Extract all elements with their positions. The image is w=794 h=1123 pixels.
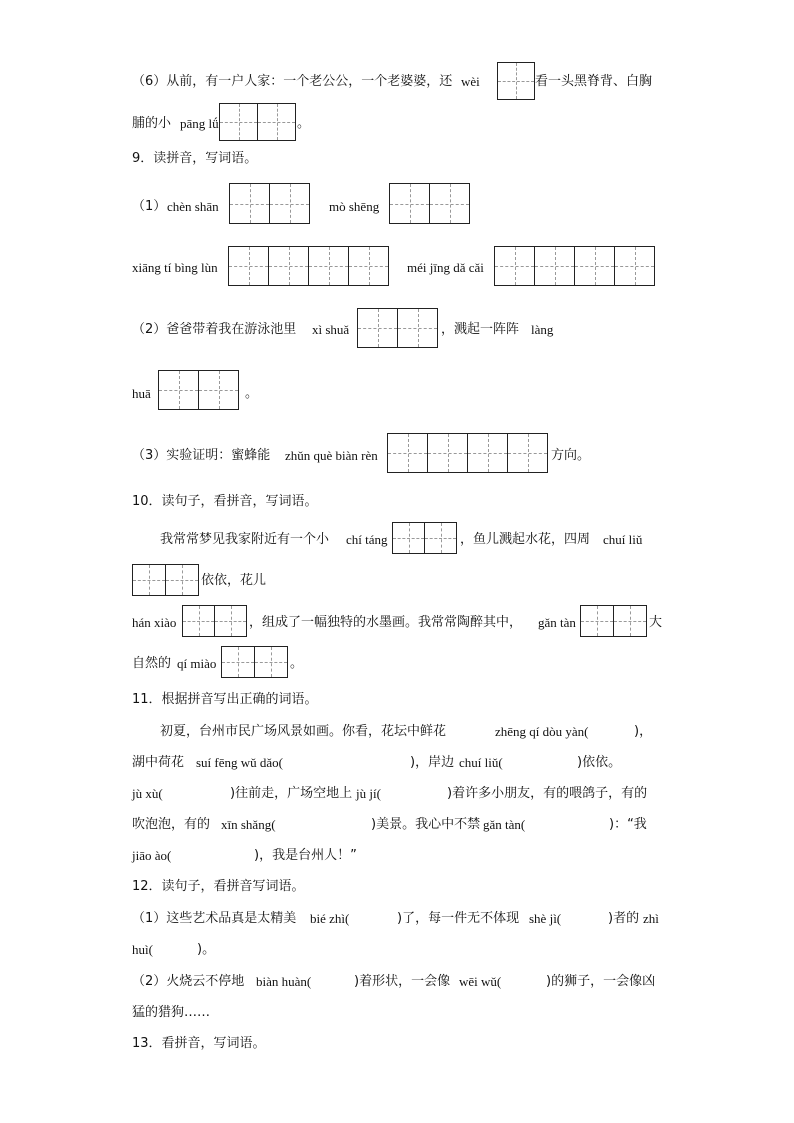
grid-cell[interactable] [229, 183, 270, 224]
grid-cell[interactable] [389, 183, 430, 224]
q9-title: 9．读拼音，写词语。 [132, 151, 258, 166]
q8-6-line1-text-b: 看一头黑脊背、白胸 [535, 74, 653, 89]
q11-title: 11．根据拼音写出正确的词语。 [132, 692, 318, 707]
grid-cell[interactable] [228, 246, 269, 286]
pinyin-chuiliu: chuí liǔ [603, 532, 643, 547]
q12-line2: )。 [197, 942, 216, 957]
grid-cell[interactable] [165, 564, 199, 596]
pinyin-chitang: chí táng [346, 532, 388, 547]
writing-grid-chitang[interactable] [392, 522, 456, 554]
grid-cell[interactable] [507, 433, 548, 473]
writing-grid-zhunquebianren[interactable] [387, 433, 547, 473]
writing-grid-mosheng[interactable] [389, 183, 469, 224]
q12-line4: 猛的猎狗…… [132, 1005, 211, 1020]
pinyin-hui: huì( [132, 942, 153, 957]
q11-line4: 吹泡泡，有的 [132, 817, 211, 832]
pinyin-zhi: zhì [643, 911, 659, 926]
grid-cell[interactable] [268, 246, 309, 286]
q9-part1-label: （1） [132, 199, 167, 214]
q11-line1-end: )， [634, 724, 653, 739]
q9-part3-text: （3）实验证明：蜜蜂能 [132, 448, 271, 463]
pinyin-zhunquebianren: zhǔn què biàn rèn [285, 448, 378, 463]
pinyin-gantan: gǎn tàn [538, 615, 576, 630]
pinyin-qimiao: qí miào [177, 656, 217, 671]
grid-cell[interactable] [427, 433, 468, 473]
pinyin-zhengqidouyan: zhēng qí dòu yàn( [495, 724, 589, 739]
q12-line3: （2）火烧云不停地 [132, 974, 245, 989]
q10-sentence-3: ，组成了一幅独特的水墨画。我常常陶醉其中， [249, 615, 523, 630]
pinyin-lang: làng [531, 322, 554, 337]
grid-cell[interactable] [494, 246, 535, 286]
grid-cell[interactable] [467, 433, 508, 473]
writing-grid-langhua[interactable] [158, 370, 238, 410]
pinyin-suifengwudao: suí fēng wǔ dǎo( [196, 755, 284, 770]
pinyin-xishua: xì shuǎ [312, 322, 350, 337]
pinyin-xinshang: xīn shǎng( [221, 817, 276, 832]
pinyin-wei: wèi [461, 74, 480, 89]
writing-grid-meijingdacai[interactable] [494, 246, 654, 286]
q12-line1: （1）这些艺术品真是太精美 [132, 911, 297, 926]
pinyin-juji: jù jí( [356, 786, 381, 801]
grid-cell[interactable] [214, 605, 247, 637]
q9-part3-end: 方向。 [551, 448, 591, 463]
pinyin-chenshan: chèn shān [167, 199, 219, 214]
grid-cell[interactable] [219, 103, 258, 141]
grid-cell[interactable] [221, 646, 255, 678]
grid-cell[interactable] [254, 646, 288, 678]
pinyin-gantan-2: gǎn tàn( [483, 817, 526, 832]
grid-cell[interactable] [497, 62, 535, 100]
grid-cell[interactable] [182, 605, 215, 637]
grid-cell[interactable] [424, 522, 457, 554]
pinyin-hua: huā [132, 386, 151, 401]
q11-line2-b: )，岸边 [410, 755, 455, 770]
pinyin-hanxiao: hán xiào [132, 615, 177, 630]
pinyin-mosheng: mò shēng [329, 199, 380, 214]
q9-part2-text: （2）爸爸带着我在游泳池里 [132, 322, 297, 337]
q11-line2-c: )依依。 [577, 755, 622, 770]
pinyin-weiwu: wēi wǔ( [459, 974, 502, 989]
grid-cell[interactable] [387, 433, 428, 473]
grid-cell[interactable] [574, 246, 615, 286]
q11-line5: )，我是台州人！” [254, 848, 357, 863]
grid-cell[interactable] [132, 564, 166, 596]
q12-line3-c: )的狮子，一会像凶 [546, 974, 656, 989]
grid-cell[interactable] [392, 522, 425, 554]
writing-grid-xiangtibinglun[interactable] [228, 246, 388, 286]
grid-cell[interactable] [308, 246, 349, 286]
q10-title: 10．读句子，看拼音，写词语。 [132, 494, 318, 509]
pinyin-bianhuan: biàn huàn( [256, 974, 312, 989]
q12-line1-c: )者的 [608, 911, 640, 926]
q8-6-line2-text: 脯的小 [132, 116, 172, 131]
q11-line3-b: )着许多小朋友，有的喂鸽子，有的 [447, 786, 648, 801]
grid-cell[interactable] [580, 605, 614, 637]
pinyin-juxu: jù xù( [132, 786, 163, 801]
grid-cell[interactable] [614, 246, 655, 286]
q8-6-line1-text: （6）从前，有一户人家：一个老公公，一个老婆婆，还 [132, 74, 453, 89]
q12-line1-b: )了，每一件无不体现 [397, 911, 520, 926]
q10-sentence-4-end: 。 [290, 656, 304, 671]
q12-line3-b: )着形状，一会像 [354, 974, 451, 989]
grid-cell[interactable] [257, 103, 296, 141]
q11-line1: 初夏，台州市民广场风景如画。你看，花坛中鲜花 [160, 724, 447, 739]
writing-grid-chenshan[interactable] [229, 183, 309, 224]
grid-cell[interactable] [534, 246, 575, 286]
pinyin-meijingdacai: méi jīng dǎ cǎi [407, 260, 484, 275]
q11-line2: 湖中荷花 [132, 755, 185, 770]
q11-line4-c: )：“我 [609, 817, 647, 832]
q10-sentence-1b: ，鱼儿溅起水花，四周 [460, 532, 591, 547]
grid-cell[interactable] [198, 370, 239, 410]
grid-cell[interactable] [348, 246, 389, 286]
pinyin-sheji: shè jì( [529, 911, 562, 926]
pinyin-xiangtibinglun: xiāng tí bìng lùn [132, 260, 218, 275]
grid-cell[interactable] [429, 183, 470, 224]
grid-cell[interactable] [158, 370, 199, 410]
grid-cell[interactable] [269, 183, 310, 224]
pinyin-chuiliu-2: chuí liǔ( [459, 755, 503, 770]
grid-cell[interactable] [397, 308, 438, 348]
writing-grid-hanxiao[interactable] [182, 605, 246, 637]
q10-sentence-1: 我常常梦见我家附近有一个小 [160, 532, 330, 547]
writing-grid-xishua[interactable] [357, 308, 437, 348]
pinyin-jiaoao: jiāo ào( [132, 848, 172, 863]
q13-title: 13．看拼音，写词语。 [132, 1036, 266, 1051]
q9-part2-end: 。 [245, 386, 259, 401]
grid-cell[interactable] [357, 308, 398, 348]
q8-6-line2-end: 。 [297, 116, 311, 131]
q11-line4-b: )美景。我心中不禁 [371, 817, 481, 832]
q10-sentence-3b: 大 [649, 615, 663, 630]
grid-cell[interactable] [613, 605, 647, 637]
q11-line3: )往前走，广场空地上 [230, 786, 353, 801]
q9-part2-text-b: ，溅起一阵阵 [441, 322, 520, 337]
writing-grid-chuiliu[interactable] [132, 564, 198, 596]
pinyin-biezhi: bié zhì( [310, 911, 350, 926]
q12-title: 12．读句子，看拼音写词语。 [132, 879, 305, 894]
writing-grid-wei[interactable] [497, 62, 534, 100]
q10-sentence-2: 依依，花儿 [201, 573, 267, 588]
pinyin-panglv: pāng lǘ [180, 116, 219, 131]
q10-sentence-4: 自然的 [132, 656, 172, 671]
writing-grid-gantan[interactable] [580, 605, 646, 637]
writing-grid-panglv[interactable] [219, 103, 295, 141]
writing-grid-qimiao[interactable] [221, 646, 287, 678]
